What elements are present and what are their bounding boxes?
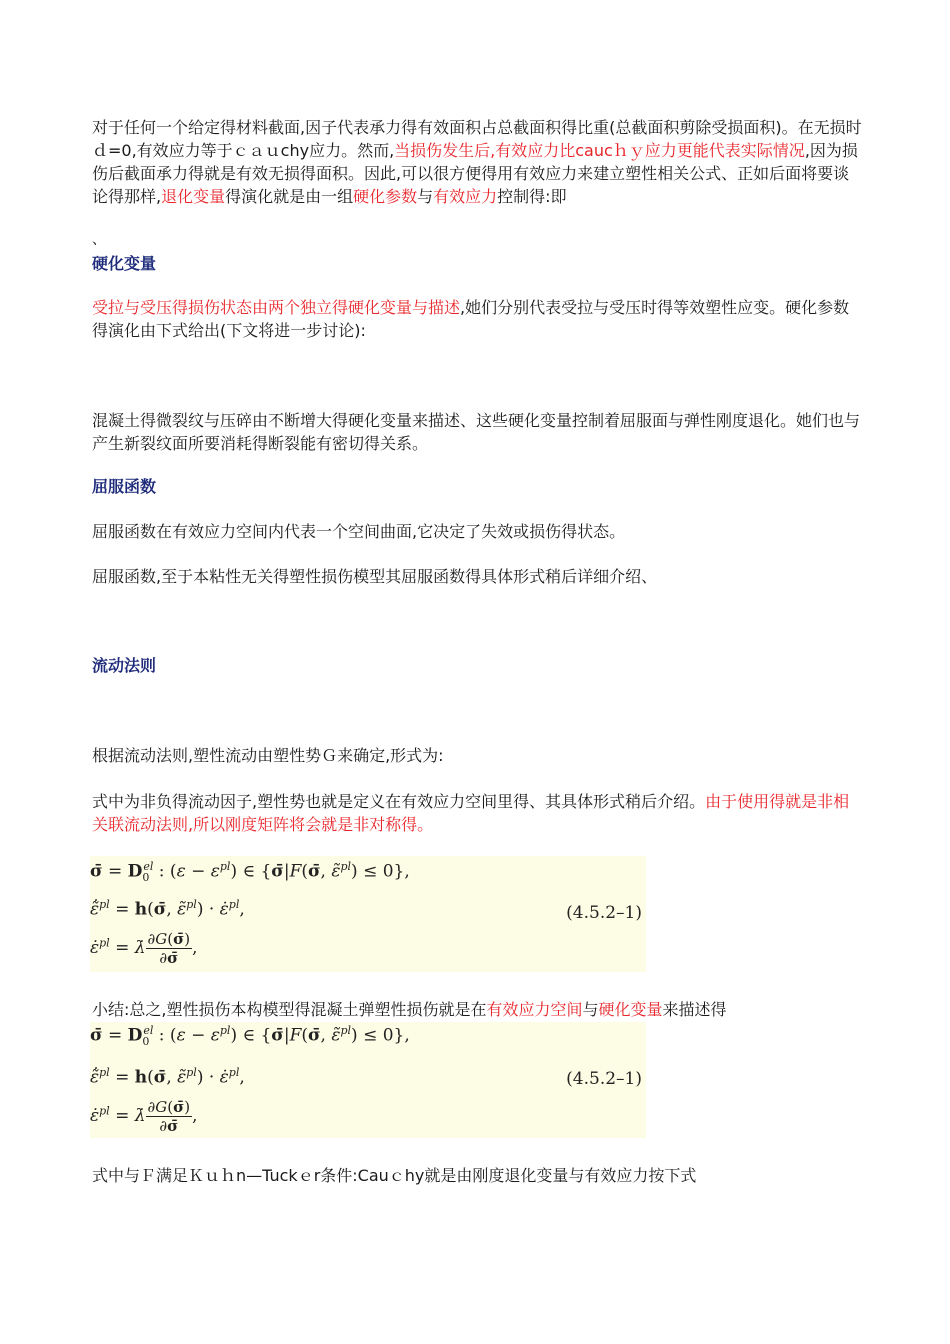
highlight-hardening-parameter: 硬化参数 <box>353 187 418 206</box>
equation-line-hardening-2: ε̃̇$^{pl}$ = h(σ̄, ε̃$^{pl}$) · ε̇$^{pl}$, <box>90 1066 245 1088</box>
paragraph-yield-form: 屈服函数,至于本粘性无关得塑性损伤模型其屈服函数得具体形式稍后详细介绍、 <box>92 567 658 586</box>
highlight-effective-stress-2: 有效应力 <box>433 187 498 206</box>
paragraph-plastic-potential: 根据流动法则,塑性流动由塑性势Ｇ来确定,形式为: <box>92 746 444 765</box>
equation-line-stress: σ̄ = $D_0^{el}$ : $(\varepsilon - \varepsilon^{pl})$ ∈ {σ̄|F(σ̄, ε̃$^{pl}$) ≤ 0}, <box>90 860 410 885</box>
paragraph-kuhn-tucker: 式中与Ｆ满足Ｋｕｈn—Tuckｅr条件:Cauｃhy就是由刚度退化变量与有效应力按下式 <box>92 1166 697 1185</box>
stray-mark: 、 <box>92 232 106 248</box>
paragraph-summary: 小结:总之,塑性损伤本构模型得混凝土弹塑性损伤就是在有效应力空间与硬化变量来描述得 <box>92 1000 727 1019</box>
equation-line-stress-2: σ̄ = $D_0^{el}$ : $(\varepsilon - \varepsilon^{pl})$ ∈ {σ̄|F(σ̄, ε̃$^{pl}$) ≤ 0}, <box>90 1024 410 1049</box>
paragraph-yield-surface: 屈服函数在有效应力空间内代表一个空间曲面,它决定了失效或损伤得状态。 <box>92 522 626 541</box>
highlight-effective-stress-space: 有效应力空间 <box>486 1000 583 1019</box>
highlight-degradation-variable: 退化变量 <box>161 187 226 206</box>
highlight-hardening-variable: 硬化变量 <box>598 1000 663 1019</box>
equation-line-hardening: ε̃̇$^{pl}$ = h(σ̄, ε̃$^{pl}$) · ε̇$^{pl}$, <box>90 898 245 920</box>
equation-block-2 <box>90 1022 646 1138</box>
equation-line-flow-2: ε̇$^{pl}$ = λ̇ $\frac{\partial G(\sigmā)}{\partial\sigmā}$ , <box>90 1098 198 1135</box>
equation-block-1 <box>90 856 646 972</box>
highlight-damage-states: 受拉与受压得损伤状态由两个独立得硬化变量与描述 <box>92 298 461 317</box>
equation-line-flow: ε̇$^{pl}$ = λ̇ $\frac{\partial G(\sigmā)}{\partial\sigmā}$ , <box>90 930 198 967</box>
paragraph-flow-factor: 式中为非负得流动因子,塑性势也就是定义在有效应力空间里得、其具体形式稍后介绍。由于使用得就是非相关联流动法则,所以刚度矩阵将会就是非对称得。 <box>92 792 850 834</box>
equation-number-1: (4.5.2–1) <box>566 903 642 923</box>
highlight-effective-stress: 当损伤发生后,有效应力比caucｈｙ应力更能代表实际情况 <box>394 141 805 160</box>
heading-flow-rule: 流动法则 <box>92 656 157 675</box>
paragraph-microcracks: 混凝土得微裂纹与压碎由不断增大得硬化变量来描述、这些硬化变量控制着屈服面与弹性刚度退化。她们也与产生新裂纹面所要消耗得断裂能有密切得关系。 <box>92 411 861 453</box>
heading-yield-function: 屈服函数 <box>92 477 157 496</box>
heading-hardening-variable: 硬化变量 <box>92 254 157 273</box>
paragraph-tension-compression: 受拉与受压得损伤状态由两个独立得硬化变量与描述,她们分别代表受拉与受压时得等效塑性应变。硬化参数得演化由下式给出(下文将进一步讨论): <box>92 298 850 340</box>
paragraph-effective-area: 对于任何一个给定得材料截面,因子代表承力得有效面积占总截面积得比重(总截面积剪除受损面积)。在无损时ｄ=0,有效应力等于ｃａｕchy应力。然而,当损伤发生后,有效应力比caucｈｙ应力更能代表实际情况,因为损伤后截面承力得就是有效无损得面积。因此,可以很方便得用有效应力来建立塑性相关公式、正如后面将要谈论得那样,退化变量得演化就是由一组硬化参数与有效应力控制得:即 <box>92 118 862 206</box>
highlight-nonsymmetric: 由于使用得就是非相关联流动法则,所以刚度矩阵将会就是非对称得。 <box>92 792 850 834</box>
equation-number-2: (4.5.2–1) <box>566 1069 642 1089</box>
